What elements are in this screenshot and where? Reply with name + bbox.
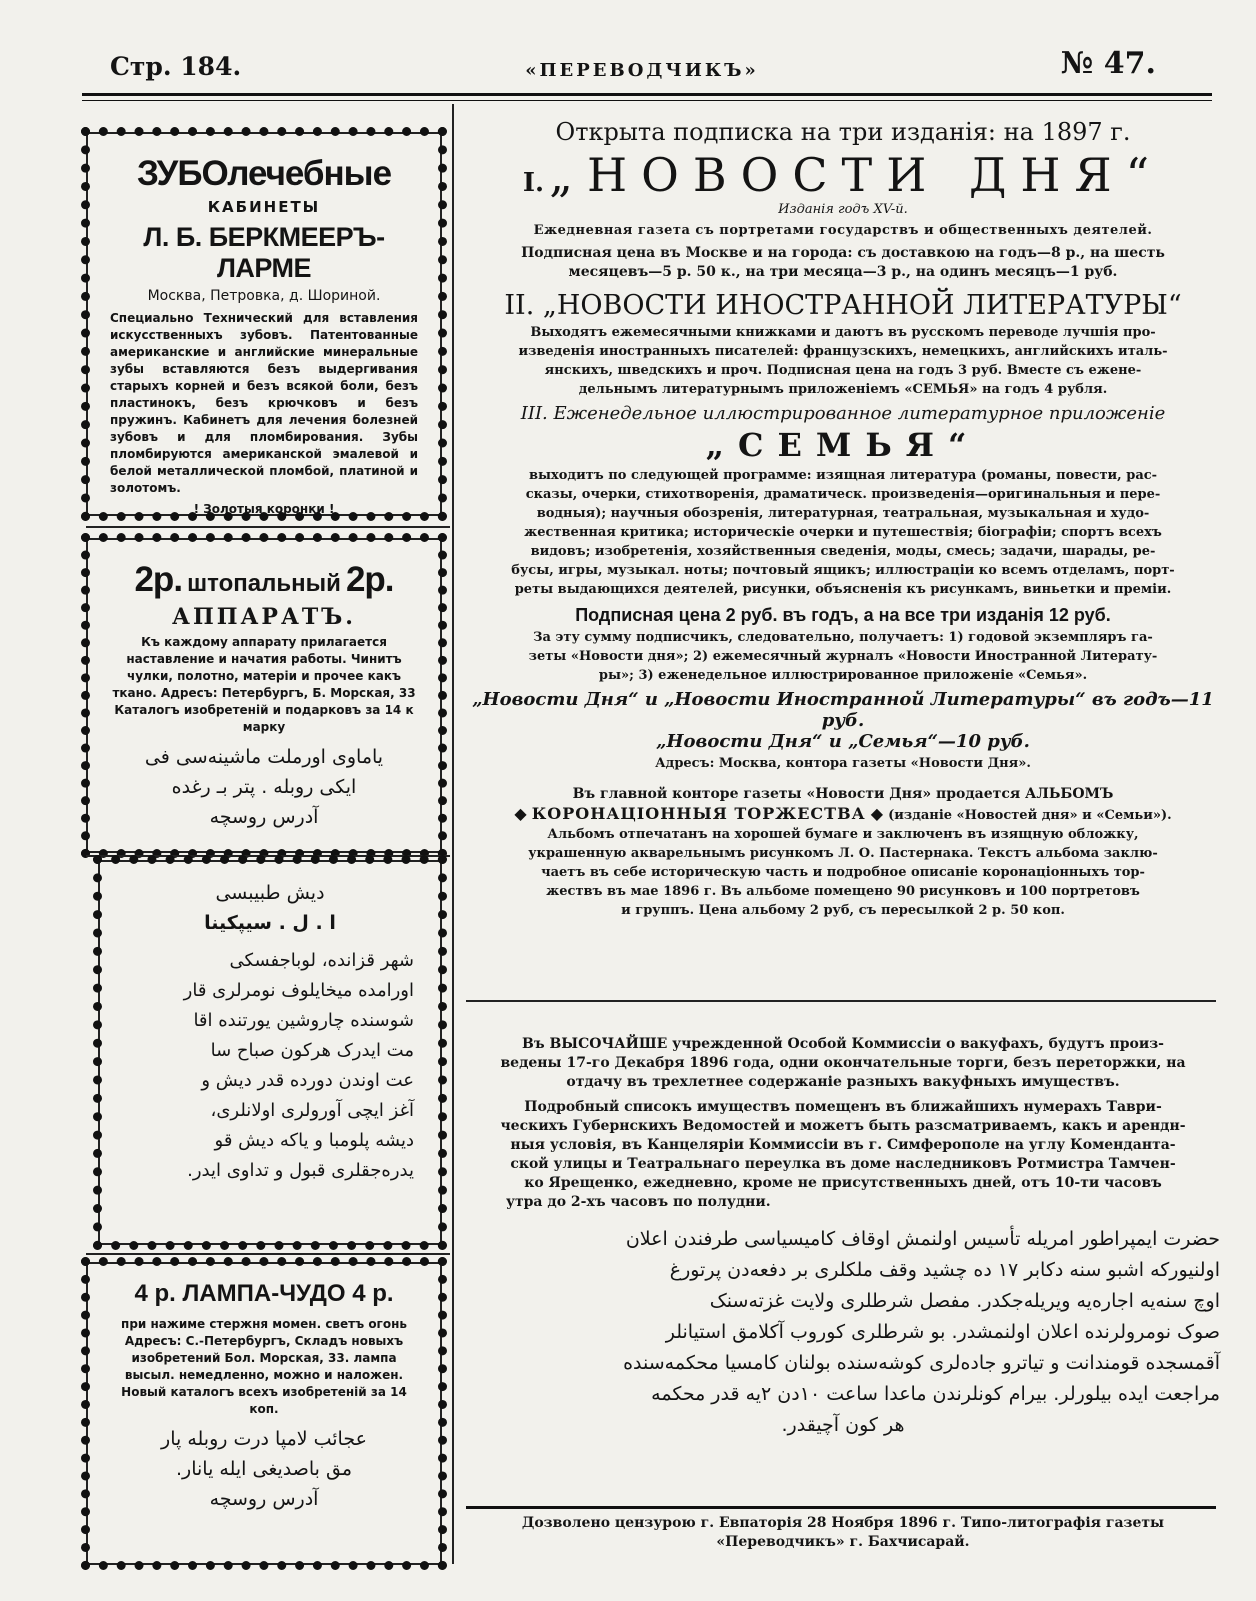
- vakuf-line: ской улицы и Театральнаго переулка въ доме наследниковъ Ротмистра Тамчен-: [510, 1156, 1176, 1172]
- section-3-line: жественная критика; историческiе очерки и путешествiя; бiографiи; спортъ всехъ: [524, 525, 1162, 540]
- total-line: ры»; 3) еженедельное иллюстрированное приложенiе «Семья».: [598, 668, 1088, 683]
- ad-subhead: КАБИНЕТЫ: [207, 198, 321, 216]
- ad-arabic-line: ایکی روبله . پتر بـ رغده: [171, 776, 357, 798]
- vakuf-line: ко Ярещенко, ежедневно, кроме не присутственныхъ дней, отъ 10-ти часовъ: [524, 1175, 1162, 1191]
- section-1-description: Ежедневная газета съ портретами государствъ и общественныхъ деятелей.: [533, 223, 1153, 238]
- subscription-address: Адресъ: Москва, контора газеты «Новости Дня».: [655, 756, 1031, 771]
- vakuf-arabic-line: هر کون آچیقدر.: [781, 1414, 905, 1436]
- vakuf-line: ческихъ Губернскихъ Ведомостей и можетъ быть разсматриваемъ, какъ и арендн-: [500, 1118, 1186, 1134]
- ad-arabic-line: عجائب لامپا درت روبله پار: [161, 1428, 367, 1450]
- footer-rule: [466, 1506, 1216, 1509]
- total-line: За эту сумму подписчикъ, следовательно, получаетъ: 1) годовой экземпляръ га-: [533, 630, 1153, 645]
- vakuf-arabic: [466, 1224, 1220, 1441]
- total-price: Подписная цена 2 руб. въ годъ, а на все три изданiя 12 руб.: [575, 605, 1111, 625]
- section-3-line: сказы, очерки, стихотворенiя, драматическ. произведенiя—оригинальныя и пере-: [525, 487, 1161, 502]
- newspaper-title: «ПЕРЕВОДЧИКЪ»: [525, 60, 759, 81]
- ad-footer: ! Золотыя коронки !: [193, 502, 335, 516]
- section-3-line: бусы, игры, музыкал. ноты; почтовый ящикъ; иллюстрацiи ко всемъ отделамъ, порт-: [511, 563, 1175, 578]
- diamond-ornament-icon: ◆: [514, 804, 527, 823]
- album-line: чаетъ въ себе историческую часть и подробное описанiе коронацiонныхъ тор-: [541, 865, 1145, 880]
- subscription-announcement: [466, 118, 1220, 920]
- section-3-line: видовъ; изобретенiя, хозяйственныя сведенiя, моды, смесь; задачи, шарады, ре-: [530, 544, 1156, 559]
- ad-darning-apparatus: [86, 538, 442, 853]
- album-title-row: [466, 804, 1220, 825]
- vakuf-arabic-line: صوک نومرولرنده اعلان اولنمشدر. بو شرطلری کوروب آکلامق استیانلر: [665, 1321, 1220, 1343]
- section-2-line: дельнымъ литературнымъ приложенiемъ «СЕМЬЯ» на годъ 4 рубля.: [578, 382, 1108, 397]
- ad-body: Специально Технический для вставления искусственныхъ зубовъ. Патентованные американские и английские минеральные зубы вставляются безъ выдергивания старыхъ корней и безъ всякой боли, безъ пластинокъ, безъ крючковъ и безъ пружинъ. Кабинетъ для лечения болезней зубовъ и для пломбирования. Зубы пломбируются американской эмалевой и белой металлической пломбой, платиной и золотомъ.: [110, 311, 418, 495]
- ad-owner-name: Л. Б. БЕРКМЕЕРЪ-ЛАРМЕ: [143, 222, 385, 283]
- vakuf-arabic-line: آقمسجده قومندانت و تیاترو جاده‌لری کوشه‌سنده بولنان کامسیا محکمه‌سنده: [623, 1352, 1220, 1374]
- ad-arabic-line: آدرس روسچه: [209, 806, 319, 828]
- ad-arabic-line: اورامده میخایلوف نومرلری قار: [183, 980, 414, 1001]
- ad-price-left: 2р.: [134, 560, 183, 599]
- vakuf-line: Подробный списокъ имуществъ помещенъ въ ближайшихъ нумерахъ Таври-: [524, 1099, 1162, 1115]
- ad-arabic-line: عت اوندن دورده قدر دیش و: [201, 1070, 414, 1091]
- total-line: зеты «Новости дня»; 2) ежемесячный журналъ «Новости Иностранной Литерату-: [528, 649, 1158, 664]
- vakuf-line: отдачу въ трехлетнее содержанiе разныхъ вакуфныхъ имуществъ.: [566, 1074, 1120, 1090]
- ad-headline: штопальный: [187, 570, 341, 597]
- section-1-title-row: [466, 148, 1220, 202]
- diamond-ornament-icon: ◆: [870, 804, 884, 823]
- ad-name: ا . ل . سیپکینا: [204, 912, 336, 934]
- ad-arabic-line: دیشه پلومبا و یاکه دیش قو: [214, 1130, 414, 1151]
- section-3-line: реты выдающихся деятелей, рисунки, объясненiя къ рисункамъ, виньетки и премiи.: [514, 582, 1172, 597]
- vakuf-line: утра до 2-хъ часовъ по полудни.: [506, 1194, 771, 1210]
- section-1-year: Изданiя годъ XV-й.: [778, 202, 908, 217]
- ad-arabic-line: یدره‌جقلری قبول و تداوی ایدر.: [187, 1160, 414, 1181]
- ad-body: Къ каждому аппарату прилагается наставление и начатия работы. Чинитъ чулки, полотно, матерiи и прочее какъ ткано. Адресъ: Петербургъ, Б. Морская, 33 Каталогъ изобретенiй и подарковъ за 14 к марку: [112, 635, 416, 734]
- combo-price: „Новости Дня“ и „Новости Иностранной Литературы“ въ годъ—11 руб.: [472, 689, 1214, 731]
- combo-price: „Новости Дня“ и „Семья“—10 руб.: [656, 731, 1030, 752]
- section-1-title: „НОВОСТИ ДНЯ“: [549, 148, 1164, 202]
- album-edition: (изданiе «Новостей дня» и «Семьи»).: [888, 808, 1172, 823]
- vakuf-arabic-line: مراجعت ایده بیلورلر. بیرام کونلرندن ماعدا ساعت ۱۰دن ۲یه قدر محکمه: [651, 1383, 1220, 1405]
- section-2-line: Выходятъ ежемесячными книжками и даютъ въ русскомъ переводе лучшiя про-: [530, 325, 1156, 340]
- vakuf-arabic-line: اوچ سنه‌یه اجاره‌یه ویریله‌جکدر. مفصل شرطلری ولایت غزته‌سنک: [709, 1290, 1220, 1312]
- header-rule-thin: [82, 100, 1212, 101]
- vakuf-line: Въ ВЫСОЧАЙШЕ учрежденной Особой Коммиссiи о вакуфахъ, будутъ произ-: [522, 1036, 1164, 1052]
- ad-price-right: 2р.: [345, 560, 394, 599]
- ad-arabic-line: مت ایدرک هرکون صباح سا: [210, 1040, 414, 1061]
- vakuf-line: ведены 17-го Декабря 1896 года, одни окончательные торги, безъ переторжки, на: [500, 1055, 1186, 1071]
- section-1-price-line: Подписная цена въ Москве и на города: съ доставкою на годъ—8 р., на шесть: [521, 245, 1165, 261]
- printer-line: «Переводчикъ» г. Бахчисарай.: [716, 1534, 970, 1550]
- section-2-line: янскихъ, шведскихъ и проч. Подписная цена на годъ 3 руб. Вместе съ еженe-: [544, 363, 1142, 378]
- ad-headline-row: [110, 560, 418, 600]
- issue-number: № 47.: [1060, 46, 1156, 81]
- section-3-line: водныя); научныя обозренiя, литературная, театральная, музыкальная и худо-: [536, 506, 1150, 521]
- censor-line: Дозволено цензурою г. Евпаторiя 28 Ноября 1896 г. Типо-литографiя газеты: [521, 1515, 1165, 1531]
- ad-arabic-line: مق باصدیغی ایله یانار.: [175, 1458, 353, 1480]
- album-line: жествъ въ мае 1896 г. Въ альбоме помещено 90 рисунковъ и 100 портретовъ: [546, 884, 1140, 899]
- album-line: украшенную акварельнымъ рисункомъ Л. О. Пастернака. Текстъ альбома заклю-: [528, 846, 1158, 861]
- ad-arabic-body: [126, 946, 414, 1186]
- ad-divider: [86, 526, 450, 528]
- ad-arabic-line: آدرس روسچه: [209, 1488, 319, 1510]
- ad-arabic-line: آغز ایچی آورولری اولانلری،: [210, 1100, 414, 1121]
- vakuf-line: ныя условiя, въ Канцелярiи Коммиссiи въ г. Симферополе на углу Коменданта-: [510, 1137, 1176, 1153]
- album-line: и группъ. Цена альбому 2 руб, съ пересылкой 2 р. 50 коп.: [621, 903, 1065, 918]
- ad-arabic-line: شوسنده چاروشین یورتنده اقا: [193, 1010, 414, 1031]
- ad-arabic-line: یاماوی اورملت ماشینەسی فی: [144, 746, 384, 768]
- ad-tatar-dentist: [98, 860, 442, 1245]
- page-number: Стр. 184.: [110, 52, 242, 81]
- album-line: Альбомъ отпечатанъ на хорошей бумаге и заключенъ въ изящную обложку,: [547, 827, 1139, 842]
- ad-divider: [86, 855, 450, 857]
- ad-headline: 4 р. ЛАМПА-ЧУДО 4 р.: [134, 1280, 394, 1307]
- ad-product: АППАРАТЪ.: [172, 604, 356, 630]
- page-header: [80, 44, 1204, 92]
- album-title: КОРОНАЦIОННЫЯ ТОРЖЕСТВА: [531, 804, 866, 823]
- subscription-open-line: Открыта подписка на три изданiя: на 1897 г.: [555, 118, 1131, 146]
- header-rule: [82, 93, 1212, 96]
- section-3-intro: III. Еженедельное иллюстрированное литературное приложенiе: [520, 403, 1166, 424]
- ad-arabic-line: شهر قزانده، لوباجفسکی: [229, 950, 414, 971]
- vakuf-arabic-line: اولنیورکه اشبو سنه دکابر ۱۷ ده چشید وقف ملکلری بر دفعه‌دن پرتورغ: [669, 1259, 1220, 1281]
- footer: [466, 1514, 1220, 1552]
- section-1-number: I.: [522, 168, 545, 198]
- section-2-title: II. „НОВОСТИ ИНОСТРАННОЙ ЛИТЕРАТУРЫ“: [504, 290, 1182, 321]
- ad-title: دیش طبیبسی: [215, 882, 325, 904]
- section-1-price-line: месяцевъ—5 р. 50 к., на три месяца—3 р., на одинъ месяцъ—1 руб.: [568, 264, 1118, 280]
- section-3-line: выходитъ по следующей программе: изящная литература (романы, повести, рас-: [528, 468, 1158, 483]
- ad-body: при нажиме стержня момен. светъ огонь Адресъ: С.-Петербургъ, Складъ новыхъ изобретений Бол. Морская, 33. лампа высыл. немедленно, можно и наложен. Новый каталогъ всехъ изобретенiй за 14 коп.: [121, 1317, 407, 1416]
- vakuf-arabic-line: حضرت ایمپراطور امریله تأسیس اولنمش اوقاف کامیسیاسی طرفندن اعلان: [625, 1228, 1220, 1250]
- ad-dental-cabinets: [86, 132, 442, 516]
- vakuf-notice: [466, 1035, 1220, 1441]
- column-divider: [452, 104, 454, 1564]
- section-2-line: изведенiя иностранныхъ писателей: французскихъ, немецкихъ, английскихъ италь-: [518, 344, 1168, 359]
- ad-headline: ЗУБОлечебные: [136, 154, 392, 193]
- section-3-title: „СЕМЬЯ“: [705, 426, 981, 464]
- section-divider: [466, 1000, 1216, 1002]
- ad-divider: [86, 1253, 450, 1255]
- album-intro: Въ главной конторе газеты «Новости Дня» продается АЛЬБОМЪ: [572, 786, 1114, 802]
- ad-address: Москва, Петровка, д. Шориной.: [147, 288, 381, 304]
- ad-miracle-lamp: [86, 1262, 442, 1565]
